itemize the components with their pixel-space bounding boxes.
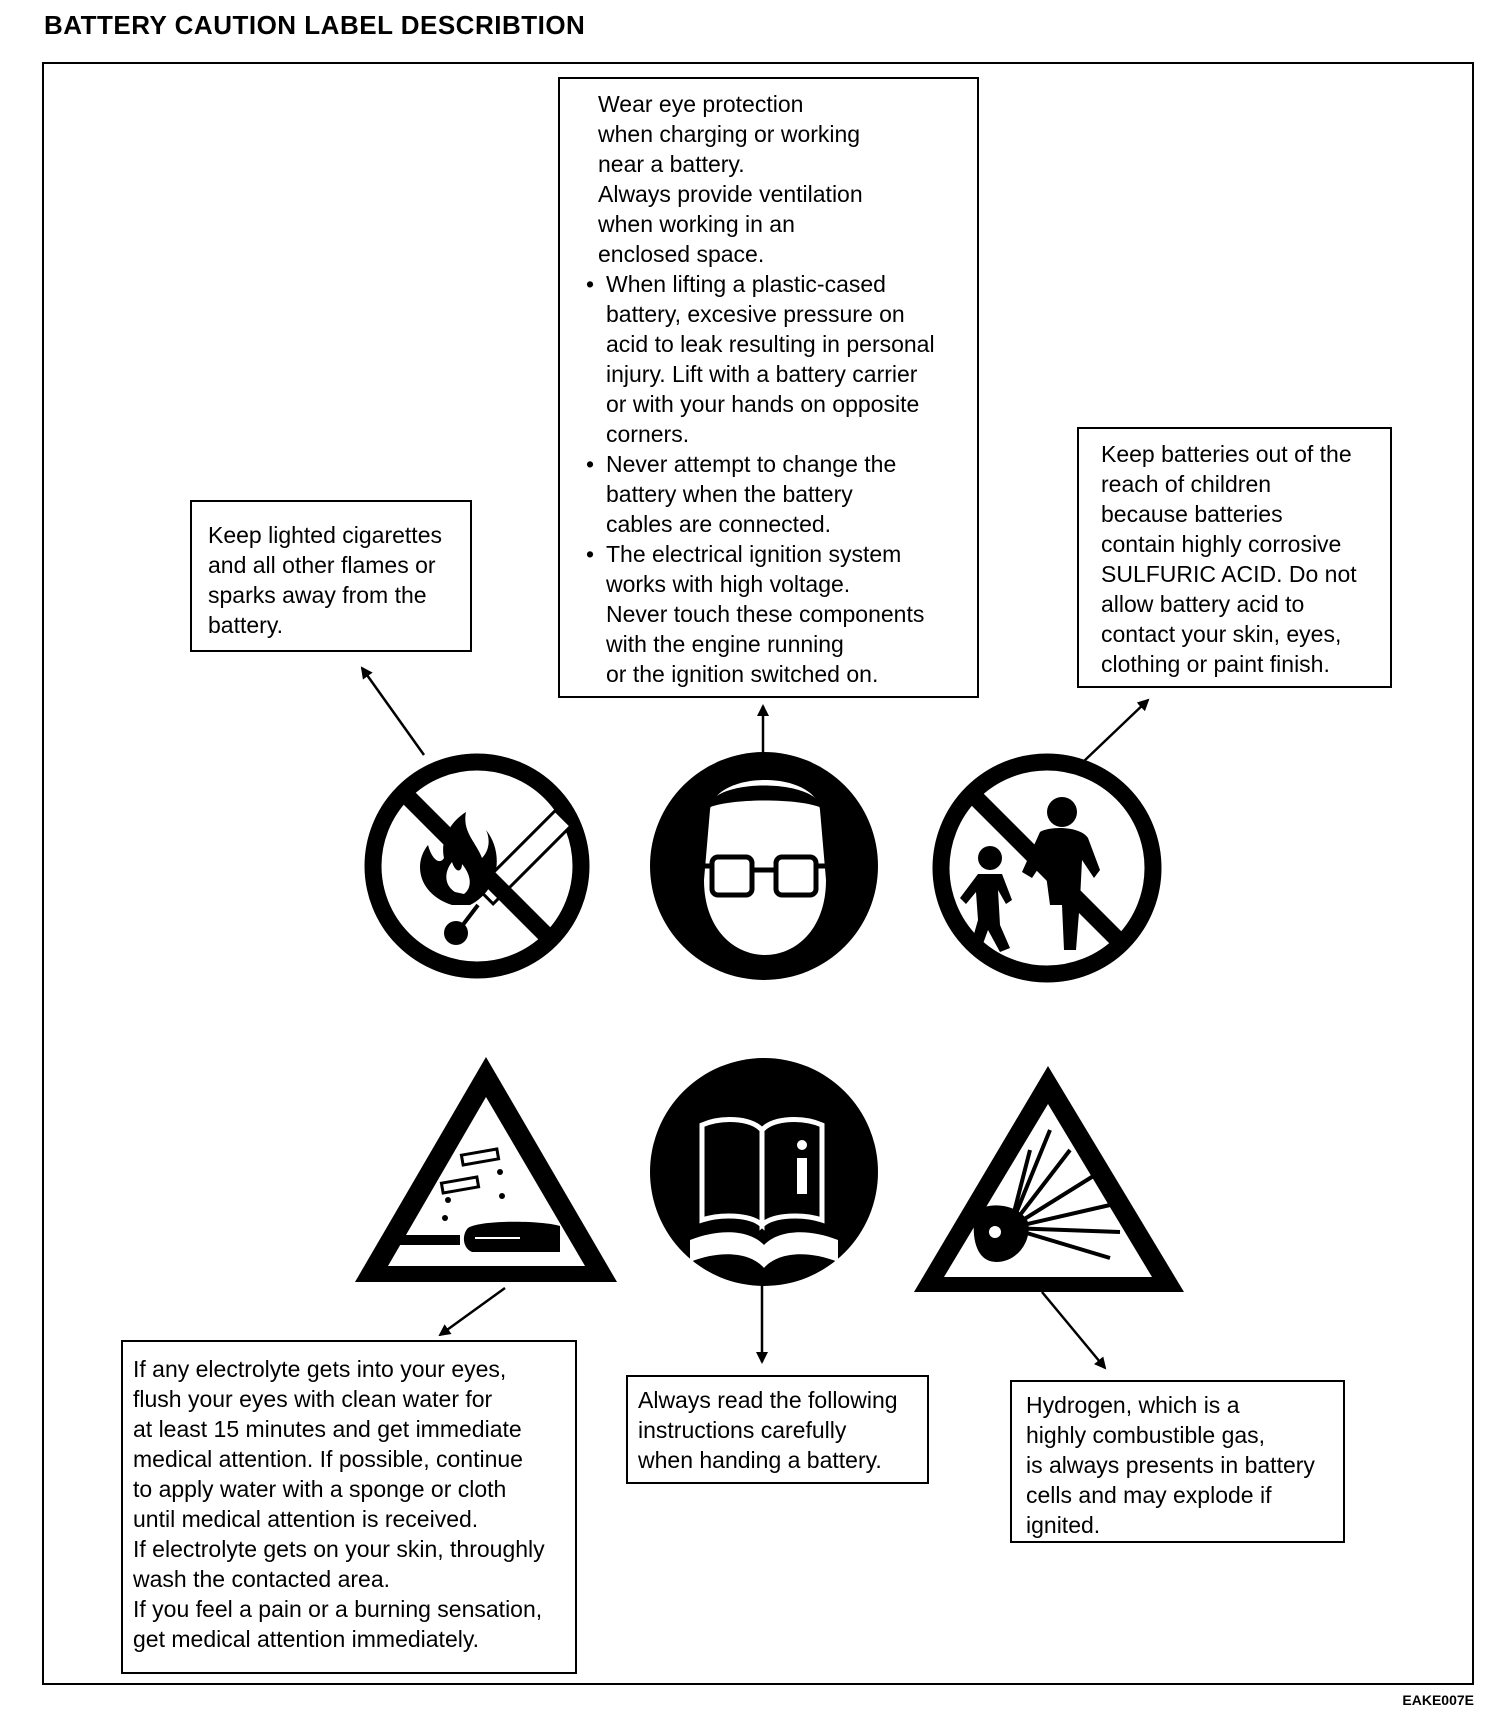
text-line: cables are connected.: [606, 511, 832, 537]
text-line: because batteries: [1101, 501, 1283, 527]
read-manual-icon: [650, 1058, 878, 1286]
text-line: at least 15 minutes and get immediate: [133, 1416, 522, 1442]
arrow-hydrogen: [1042, 1292, 1105, 1368]
text-line: Always read the following: [638, 1387, 898, 1413]
text-line: near a battery.: [598, 151, 745, 177]
text-line: clothing or paint finish.: [1101, 651, 1330, 677]
text-line: and all other flames or: [208, 552, 436, 578]
text-line: sparks away from the: [208, 582, 427, 608]
text-line: works with high voltage.: [606, 571, 851, 597]
text-line: when charging or working: [598, 121, 861, 147]
text-line: reach of children: [1101, 471, 1272, 497]
text-line: Always provide ventilation: [598, 181, 863, 207]
text-line: or the ignition switched on.: [606, 661, 879, 687]
text-line: wash the contacted area.: [133, 1566, 390, 1592]
arrow-no-flames: [362, 668, 424, 755]
text-line: • When lifting a plastic-cased: [606, 271, 886, 297]
text-line: If you feel a pain or a burning sensation,: [133, 1596, 543, 1622]
text-line: medical attention. If possible, continue: [133, 1446, 523, 1472]
eye-protection-icon: [650, 752, 878, 980]
text-line: Never touch these components: [606, 601, 925, 627]
text-line: highly combustible gas,: [1026, 1422, 1266, 1448]
text-line: • The electrical ignition system: [606, 541, 902, 567]
text-line: If any electrolyte gets into your eyes,: [133, 1356, 507, 1382]
figure-code: EAKE007E: [1402, 1692, 1474, 1708]
text-line: • Never attempt to change the: [606, 451, 897, 477]
keep-away-children-icon: [941, 762, 1153, 974]
eye-protection-intro: [586, 89, 967, 269]
text-line: contact your skin, eyes,: [1101, 621, 1342, 647]
text-line: ignited.: [1026, 1512, 1101, 1538]
bullet-item: [586, 269, 967, 449]
text-line: get medical attention immediately.: [133, 1626, 480, 1652]
no-smoking-flames-icon: [373, 762, 581, 970]
instructions-caution-box: [626, 1375, 929, 1484]
text-line: contain highly corrosive: [1101, 531, 1342, 557]
text-line: battery when the battery: [606, 481, 853, 507]
text-line: enclosed space.: [598, 241, 765, 267]
text-line: until medical attention is received.: [133, 1506, 479, 1532]
arrow-electrolyte: [440, 1288, 505, 1335]
hydrogen-caution-box: [1010, 1380, 1345, 1543]
no-flames-caution-box: [190, 500, 472, 652]
text-line: is always presents in battery: [1026, 1452, 1315, 1478]
bullet-item: [586, 449, 967, 539]
text-line: Wear eye protection: [598, 91, 804, 117]
text-line: to apply water with a sponge or cloth: [133, 1476, 507, 1502]
eye-protection-caution-box: [558, 77, 979, 698]
text-line: battery, excesive pressure on: [606, 301, 905, 327]
text-line: when working in an: [598, 211, 795, 237]
text-line: with the engine running: [606, 631, 844, 657]
explosion-warning-icon: [914, 1066, 1184, 1292]
text-line: Hydrogen, which is a: [1026, 1392, 1240, 1418]
text-line: Keep batteries out of the: [1101, 441, 1352, 467]
eye-protection-bullets: [586, 269, 967, 689]
page-title: BATTERY CAUTION LABEL DESCRIBTION: [44, 10, 586, 40]
text-line: battery.: [208, 612, 283, 638]
arrow-children: [1083, 700, 1148, 762]
text-line: cells and may explode if: [1026, 1482, 1272, 1508]
bullet-item: [586, 539, 967, 689]
text-line: SULFURIC ACID. Do not: [1101, 561, 1357, 587]
text-line: allow battery acid to: [1101, 591, 1305, 617]
text-line: instructions carefully: [638, 1417, 847, 1443]
text-line: when handing a battery.: [638, 1447, 882, 1473]
electrolyte-caution-box: [121, 1340, 577, 1674]
text-line: injury. Lift with a battery carrier: [606, 361, 918, 387]
text-line: acid to leak resulting in personal: [606, 331, 935, 357]
corrosive-acid-warning-icon: [355, 1057, 617, 1282]
text-line: Keep lighted cigarettes: [208, 522, 442, 548]
children-caution-box: [1077, 427, 1392, 688]
text-line: or with your hands on opposite: [606, 391, 920, 417]
text-line: If electrolyte gets on your skin, throughly: [133, 1536, 545, 1562]
text-line: flush your eyes with clean water for: [133, 1386, 493, 1412]
text-line: corners.: [606, 421, 690, 447]
